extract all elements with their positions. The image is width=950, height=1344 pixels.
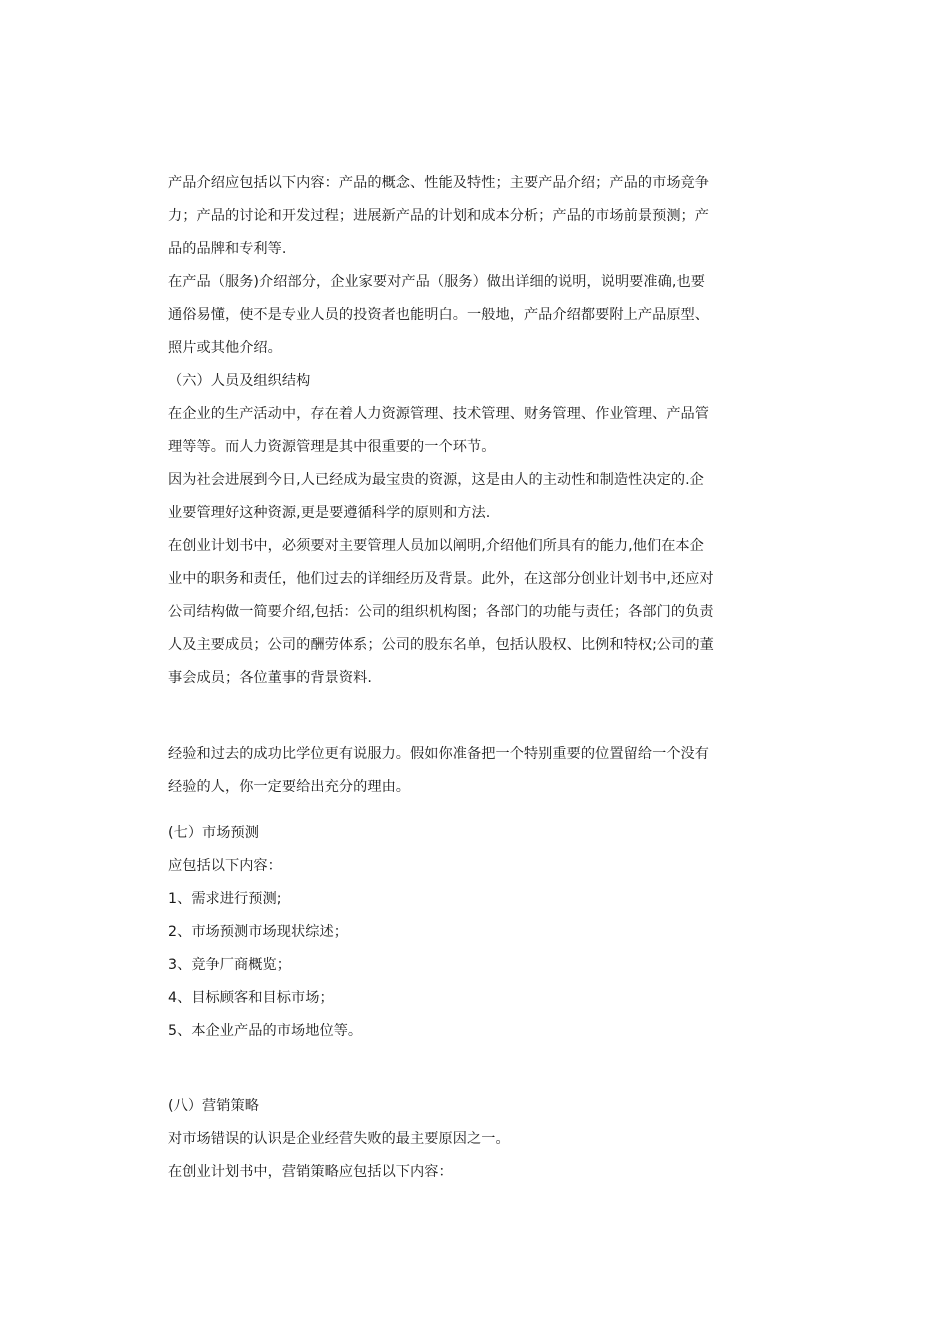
text-line: 业要管理好这种资源,更是要遵循科学的原则和方法. xyxy=(168,505,491,521)
paragraph-marketing-content: 在创业计划书中，营销策略应包括以下内容： xyxy=(168,1164,453,1180)
text-line: 通俗易懂，使不是专业人员的投资者也能明白。一般地，产品介绍都要附上产品原型、 xyxy=(168,307,710,323)
text-line: 业中的职务和责任，他们过去的详细经历及背景。此外，在这部分创业计划书中,还应对 xyxy=(168,571,714,587)
text-line: 事会成员；各位董事的背景资料. xyxy=(168,670,372,686)
list-item: 1、需求进行预测; xyxy=(168,891,282,907)
text-line: 经验和过去的成功比学位更有说服力。假如你准备把一个特别重要的位置留给一个没有 xyxy=(168,746,710,762)
paragraph-product-intro xyxy=(168,167,788,266)
list-item: 5、本企业产品的市场地位等。 xyxy=(168,1023,363,1039)
paragraph-experience xyxy=(168,738,788,804)
paragraph-human-resources xyxy=(168,464,788,530)
text-line: 品的品牌和专利等. xyxy=(168,241,287,257)
text-line: 公司结构做一简要介绍,包括：公司的组织机构图；各部门的功能与责任；各部门的负责 xyxy=(168,604,714,620)
forecast-list xyxy=(168,883,788,1048)
text-line: 照片或其他介绍。 xyxy=(168,340,282,356)
paragraph-management-team xyxy=(168,530,788,695)
section-heading-personnel: （六）人员及组织结构 xyxy=(168,373,311,389)
document-page xyxy=(168,167,788,1189)
list-item: 3、竞争厂商概览； xyxy=(168,957,291,973)
paragraph-product-service xyxy=(168,266,788,365)
text-line: 人及主要成员；公司的酬劳体系；公司的股东名单，包括认股权、比例和特权;公司的董 xyxy=(168,637,714,653)
text-line: 因为社会进展到今日,人已经成为最宝贵的资源，这是由人的主动性和制造性决定的.企 xyxy=(168,472,704,488)
text-line: 在创业计划书中，必须要对主要管理人员加以阐明,介绍他们所具有的能力,他们在本企 xyxy=(168,538,704,554)
section-heading-marketing-strategy: (八）营销策略 xyxy=(168,1098,260,1114)
list-intro: 应包括以下内容： xyxy=(168,858,282,874)
text-line: 产品介绍应包括以下内容：产品的概念、性能及特性；主要产品介绍；产品的市场竞争 xyxy=(168,175,710,191)
paragraph-market-misunderstanding: 对市场错误的认识是企业经营失败的最主要原因之一。 xyxy=(168,1131,510,1147)
blank-spacer xyxy=(168,1048,788,1090)
text-line: 在企业的生产活动中，存在着人力资源管理、技术管理、财务管理、作业管理、产品管 xyxy=(168,406,710,422)
text-line: 经验的人，你一定要给出充分的理由。 xyxy=(168,779,411,795)
paragraph-production-activities xyxy=(168,398,788,464)
text-line: 理等等。而人力资源管理是其中很重要的一个环节。 xyxy=(168,439,496,455)
section-heading-market-forecast: (七）市场预测 xyxy=(168,825,260,841)
text-line: 在产品（服务)介绍部分，企业家要对产品（服务）做出详细的说明，说明要准确,也要 xyxy=(168,274,705,290)
list-item: 4、目标顾客和目标市场； xyxy=(168,990,334,1006)
blank-spacer xyxy=(168,695,788,738)
text-line: 力；产品的讨论和开发过程；进展新产品的计划和成本分析；产品的市场前景预测；产 xyxy=(168,208,710,224)
blank-spacer xyxy=(168,804,788,817)
list-item: 2、市场预测市场现状综述； xyxy=(168,924,348,940)
